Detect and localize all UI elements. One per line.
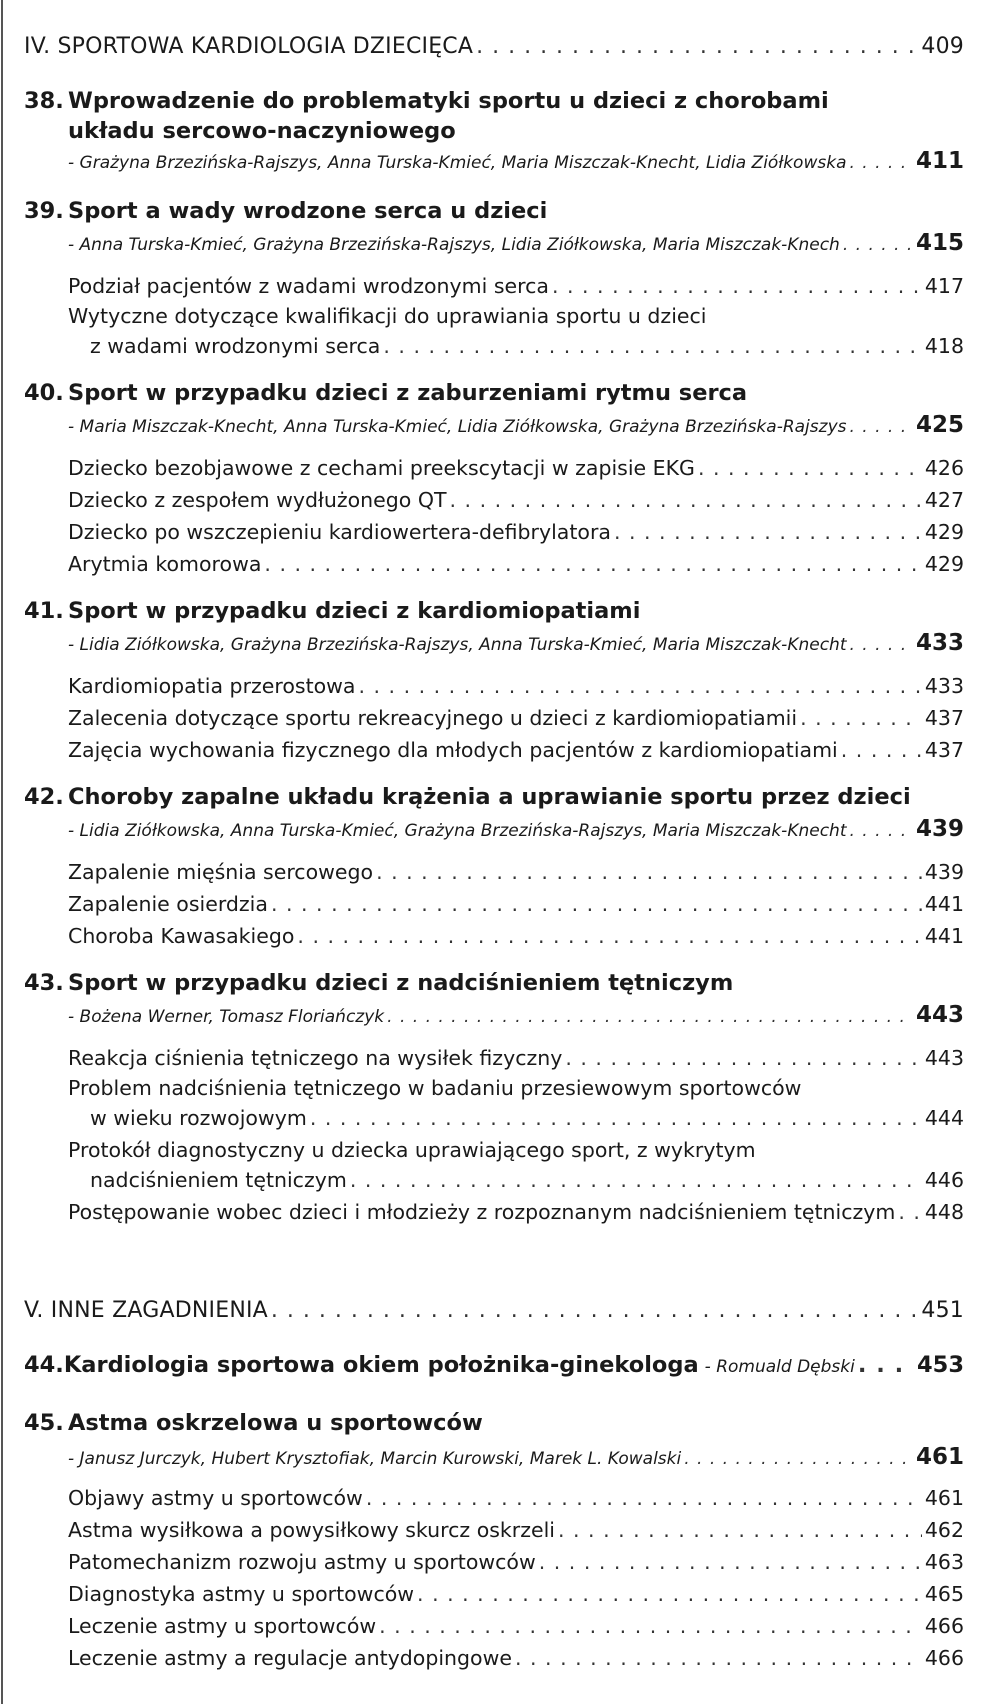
- page-number: 437: [924, 738, 964, 762]
- section-title: Diagnostyka astmy u sportowców: [68, 1582, 415, 1606]
- dot-leader: [271, 1298, 918, 1323]
- page-number: 466: [924, 1614, 964, 1638]
- authors: - Grażyna Brzezińska-Rajszys, Anna Turska-Kmieć, Maria Miszczak-Knecht, Lidia Ziółkowska: [68, 153, 847, 173]
- dot-leader: [614, 520, 922, 544]
- chapter-number: 44.: [24, 1352, 64, 1378]
- page-number: 433: [915, 630, 964, 656]
- authors: - Maria Miszczak-Knecht, Anna Turska-Kmieć, Lidia Ziółkowska, Grażyna Brzezińska-Rajszys: [68, 417, 847, 437]
- dot-leader: [383, 334, 921, 358]
- page-number: 429: [924, 520, 964, 544]
- section-entry[interactable]: [68, 1614, 964, 1638]
- dot-leader: [476, 34, 918, 59]
- section-entry[interactable]: [68, 456, 964, 480]
- section-entry[interactable]: [68, 1046, 964, 1070]
- page-number: 451: [921, 1298, 964, 1323]
- dot-leader: [858, 1352, 914, 1378]
- chapter-title: Sport w przypadku dzieci z kardiomiopatiami: [68, 598, 641, 624]
- page-number: 453: [917, 1352, 964, 1378]
- page-number: 448: [924, 1200, 964, 1224]
- page-number: 411: [915, 148, 964, 174]
- section-title: Dziecko z zespołem wydłużonego QT: [68, 488, 447, 512]
- section-entry[interactable]: [68, 1200, 964, 1224]
- dot-leader: [417, 1582, 922, 1606]
- chapter-44-title[interactable]: [24, 1352, 964, 1378]
- dot-leader: [684, 1449, 913, 1469]
- chapter-39-authors[interactable]: [68, 230, 964, 256]
- chapter-38-authors[interactable]: [68, 148, 964, 174]
- chapter-title: Sport w przypadku dzieci z nadciśnieniem tętniczym: [68, 970, 734, 996]
- page-number: 461: [915, 1444, 964, 1470]
- page-number: 427: [924, 488, 964, 512]
- chapter-39-title[interactable]: [24, 198, 964, 224]
- section-title: Astma wysiłkowa a powysiłkowy skurcz oskrzeli: [68, 1518, 555, 1542]
- dot-leader: [841, 738, 922, 762]
- section-entry[interactable]: [68, 860, 964, 884]
- chapter-number: 39.: [24, 198, 64, 224]
- dot-leader: [350, 1168, 922, 1192]
- authors: - Lidia Ziółkowska, Grażyna Brzezińska-Rajszys, Anna Turska-Kmieć, Maria Miszczak-Knecht: [68, 635, 847, 655]
- section-title: Leczenie astmy a regulacje antydopingowe: [68, 1646, 512, 1670]
- section-title: Wytyczne dotyczące kwalifikacji do uprawiania sportu u dzieci: [68, 304, 707, 328]
- dot-leader: [376, 860, 922, 884]
- chapter-title: Astma oskrzelowa u sportowców: [68, 1410, 483, 1436]
- section-title: Patomechanizm rozwoju astmy u sportowców: [68, 1550, 536, 1574]
- section-title: Zalecenia dotyczące sportu rekreacyjnego u dzieci z kardiomiopatiamii: [68, 706, 798, 730]
- dot-leader: [450, 488, 922, 512]
- page-number: 437: [924, 706, 964, 730]
- dot-leader: [800, 706, 922, 730]
- dot-leader: [366, 1486, 922, 1510]
- page-number: 418: [924, 334, 964, 358]
- section-title: Zapalenie mięśnia sercowego: [68, 860, 374, 884]
- section-entry[interactable]: [68, 738, 964, 762]
- section-title: Problem nadciśnienia tętniczego w badaniu przesiewowym sportowców: [68, 1076, 802, 1100]
- chapter-40-title[interactable]: [24, 380, 964, 406]
- part-title: V. INNE ZAGADNIENIA: [24, 1298, 268, 1323]
- page-number: 462: [924, 1518, 964, 1542]
- section-title: Zapalenie osierdzia: [68, 892, 268, 916]
- chapter-45-authors[interactable]: [68, 1444, 964, 1470]
- chapter-42-authors[interactable]: [68, 816, 964, 842]
- section-entry[interactable]: [68, 1486, 964, 1510]
- part-v-entry[interactable]: [24, 1298, 964, 1323]
- page-number: 444: [924, 1106, 964, 1130]
- dot-leader: [843, 235, 913, 255]
- chapter-number: 42.: [24, 784, 64, 810]
- page-number: 441: [924, 892, 964, 916]
- chapter-38-title[interactable]: [24, 88, 964, 114]
- section-title: Leczenie astmy u sportowców: [68, 1614, 377, 1638]
- section-title: Kardiomiopatia przerostowa: [68, 674, 356, 698]
- section-entry[interactable]: [68, 1646, 964, 1670]
- section-title: Arytmia komorowa: [68, 552, 262, 576]
- section-entry[interactable]: [68, 1550, 964, 1574]
- chapter-41-authors[interactable]: [68, 630, 964, 656]
- page-number: 426: [924, 456, 964, 480]
- page-number: 433: [924, 674, 964, 698]
- authors: - Lidia Ziółkowska, Anna Turska-Kmieć, Grażyna Brzezińska-Rajszys, Maria Miszczak-Knecht: [68, 821, 847, 841]
- section-title: Protokół diagnostyczny u dziecka uprawiającego sport, z wykrytym: [68, 1138, 756, 1162]
- page-number: 446: [924, 1168, 964, 1192]
- section-title: Podział pacjentów z wadami wrodzonymi serca: [68, 274, 549, 298]
- page-number: 443: [915, 1002, 964, 1028]
- section-title-cont: w wieku rozwojowym: [90, 1106, 307, 1130]
- part-title: IV. SPORTOWA KARDIOLOGIA DZIECIĘCA: [24, 34, 474, 59]
- section-title: Zajęcia wychowania fizycznego dla młodych pacjentów z kardiomiopatiami: [68, 738, 838, 762]
- authors: - Bożena Werner, Tomasz Floriańczyk: [68, 1007, 385, 1027]
- dot-leader: [849, 821, 913, 841]
- page-number: 425: [915, 412, 964, 438]
- page-number: 417: [924, 274, 964, 298]
- section-title-cont: z wadami wrodzonymi serca: [90, 334, 381, 358]
- chapter-40-authors[interactable]: [68, 412, 964, 438]
- chapter-number: 43.: [24, 970, 64, 996]
- dot-leader: [271, 892, 922, 916]
- dot-leader: [898, 1200, 921, 1224]
- dot-leader: [515, 1646, 922, 1670]
- page-number: 466: [924, 1646, 964, 1670]
- section-entry[interactable]: [68, 488, 964, 512]
- authors: - Anna Turska-Kmieć, Grażyna Brzezińska-Rajszys, Lidia Ziółkowska, Maria Miszczak-Knech: [68, 235, 840, 255]
- section-entry[interactable]: [68, 674, 964, 698]
- section-title: Choroba Kawasakiego: [68, 924, 295, 948]
- chapter-title-line1: Wprowadzenie do problematyki sportu u dzieci z chorobami: [68, 88, 829, 114]
- chapter-number: 38.: [24, 88, 64, 114]
- dot-leader: [849, 417, 913, 437]
- dot-leader: [310, 1106, 922, 1130]
- section-entry[interactable]: [68, 924, 964, 948]
- chapter-number: 45.: [24, 1410, 64, 1436]
- page-number: 443: [924, 1046, 964, 1070]
- page-number: 429: [924, 552, 964, 576]
- section-title: Dziecko po wszczepieniu kardiowertera-defibrylatora: [68, 520, 611, 544]
- part-iv-entry[interactable]: [24, 34, 964, 59]
- section-title: Dziecko bezobjawowe z cechami preekscytacji w zapisie EKG: [68, 456, 695, 480]
- dot-leader: [264, 552, 921, 576]
- section-entry-cont: [90, 1106, 964, 1130]
- section-entry-cont: [90, 1168, 964, 1192]
- page-number: 409: [921, 34, 964, 59]
- page-number: 415: [915, 230, 964, 256]
- chapter-title-line2: układu sercowo-naczyniowego: [68, 118, 456, 144]
- section-title: Objawy astmy u sportowców: [68, 1486, 363, 1510]
- dot-leader: [698, 456, 922, 480]
- section-entry[interactable]: [68, 1076, 964, 1100]
- dot-leader: [558, 1518, 922, 1542]
- dot-leader: [539, 1550, 922, 1574]
- section-title-cont: nadciśnieniem tętniczym: [90, 1168, 347, 1192]
- chapter-41-title[interactable]: [24, 598, 964, 624]
- section-entry-cont: [90, 334, 964, 358]
- page-number: 463: [924, 1550, 964, 1574]
- chapter-43-authors[interactable]: [68, 1002, 964, 1028]
- section-entry[interactable]: [68, 1582, 964, 1606]
- section-title: Postępowanie wobec dzieci i młodzieży z rozpoznanym nadciśnieniem tętniczym: [68, 1200, 896, 1224]
- section-entry[interactable]: [68, 274, 964, 298]
- authors: - Janusz Jurczyk, Hubert Krysztofiak, Marcin Kurowski, Marek L. Kowalski: [68, 1449, 682, 1469]
- dot-leader: [565, 1046, 922, 1070]
- page-number: 465: [924, 1582, 964, 1606]
- section-entry[interactable]: [68, 1518, 964, 1542]
- section-title: Reakcja ciśnienia tętniczego na wysiłek fizyczny: [68, 1046, 563, 1070]
- page-number: 439: [924, 860, 964, 884]
- page-number: 461: [924, 1486, 964, 1510]
- dot-leader: [849, 153, 913, 173]
- dot-leader: [849, 635, 913, 655]
- section-entry[interactable]: [68, 520, 964, 544]
- chapter-title: Kardiologia sportowa okiem położnika-ginekologa: [63, 1352, 699, 1378]
- section-entry[interactable]: [68, 892, 964, 916]
- dot-leader: [387, 1007, 913, 1027]
- chapter-45-title[interactable]: [24, 1410, 964, 1436]
- chapter-43-title[interactable]: [24, 970, 964, 996]
- section-entry[interactable]: [68, 1138, 964, 1162]
- dot-leader: [358, 674, 921, 698]
- chapter-number: 41.: [24, 598, 64, 624]
- page-number: 441: [924, 924, 964, 948]
- chapter-number: 40.: [24, 380, 64, 406]
- chapter-38-title-cont: [68, 118, 964, 144]
- section-entry[interactable]: [68, 706, 964, 730]
- chapter-title: Sport a wady wrodzone serca u dzieci: [68, 198, 548, 224]
- dot-leader: [552, 274, 922, 298]
- page-edge-line: [1, 0, 3, 1704]
- dot-leader: [297, 924, 921, 948]
- chapter-title: Sport w przypadku dzieci z zaburzeniami rytmu serca: [68, 380, 748, 406]
- page-number: 439: [915, 816, 964, 842]
- chapter-title: Choroby zapalne układu krążenia a uprawianie sportu przez dzieci: [68, 784, 911, 810]
- authors: - Romuald Dębski: [704, 1357, 855, 1377]
- dot-leader: [379, 1614, 922, 1638]
- section-entry[interactable]: [68, 552, 964, 576]
- chapter-42-title[interactable]: [24, 784, 964, 810]
- section-entry[interactable]: [68, 304, 964, 328]
